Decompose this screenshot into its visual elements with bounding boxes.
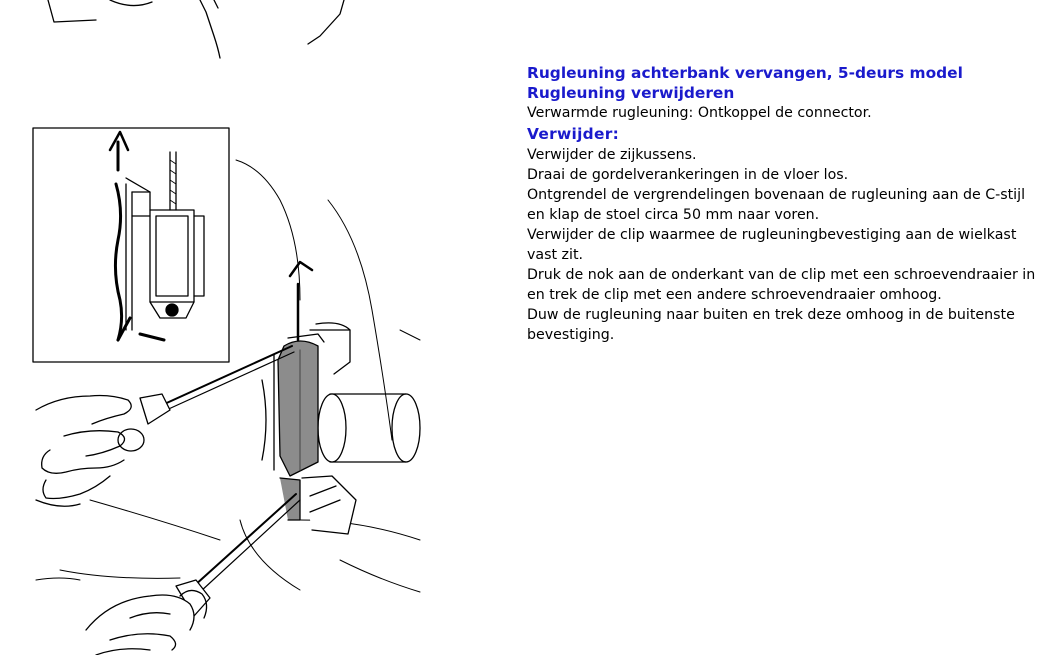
lower-screwdriver [176, 494, 300, 616]
bracket [302, 476, 356, 534]
step-item: Verwijder de zijkussens. [527, 147, 697, 163]
upper-hand [36, 396, 131, 521]
section-heading: Verwijder: [527, 125, 620, 143]
step-item: Druk de nok aan de onderkant van de clip met een schroevendraaier in en trek de clip met een andere schroevendraaier omhoog. [527, 267, 1036, 303]
instructions-panel [527, 64, 1042, 345]
clip-removal-illustration [0, 0, 470, 655]
step-item: Ontgrendel de vergrendelingen bovenaan de rugleuning aan de C-stijl en klap de stoel circa 50 mm naar voren. [527, 187, 1026, 223]
top-hand-sketch [48, 0, 344, 58]
step-item: Duw de rugleuning naar buiten en trek deze omhoog in de buitenste bevestiging. [527, 307, 1015, 343]
inset-detail [33, 128, 229, 362]
up-arrow [290, 262, 312, 340]
section-subtitle: Rugleuning verwijderen [527, 84, 735, 102]
step-item: Verwijder de clip waarmee de rugleuningbevestiging aan de wielkast vast zit. [527, 227, 1017, 263]
document-title: Rugleuning achterbank vervangen, 5-deurs model [527, 64, 963, 82]
intro-text: Verwarmde rugleuning: Ontkoppel de connector. [527, 105, 872, 121]
step-item: Draai de gordelverankeringen in de vloer los. [527, 167, 849, 183]
